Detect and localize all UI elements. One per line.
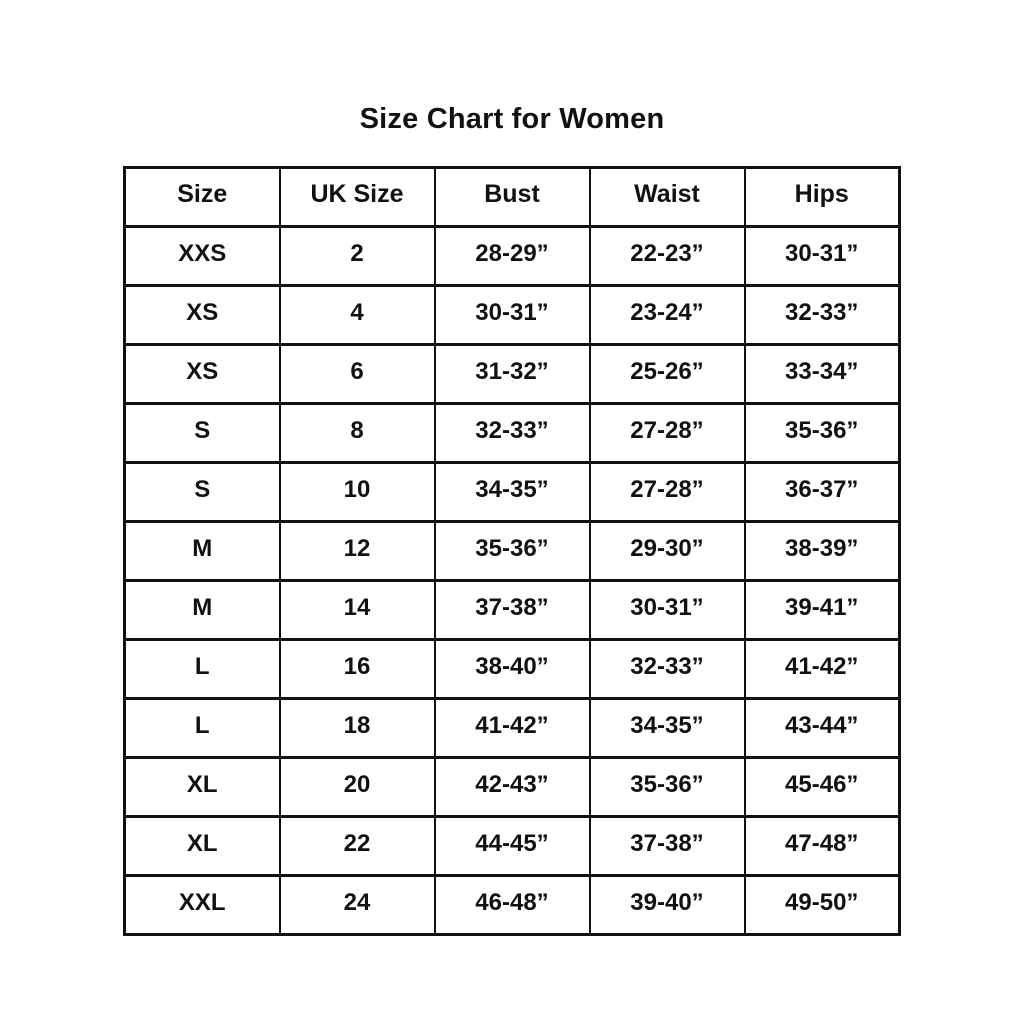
column-header-size: Size [125, 168, 280, 227]
column-header-uk-size: UK Size [280, 168, 435, 227]
table-cell: 41-42” [435, 699, 590, 758]
table-cell: 30-31” [435, 286, 590, 345]
table-cell: 22-23” [590, 227, 745, 286]
table-cell: 30-31” [745, 227, 900, 286]
column-header-hips: Hips [745, 168, 900, 227]
table-row [125, 817, 900, 876]
table-row [125, 699, 900, 758]
table-cell: 32-33” [590, 640, 745, 699]
page-title: Size Chart for Women [359, 103, 665, 135]
table-cell: L [125, 640, 280, 699]
table-cell: M [125, 581, 280, 640]
size-chart-table [123, 166, 901, 936]
table-cell: 27-28” [590, 404, 745, 463]
table-cell: S [125, 463, 280, 522]
table-cell: 41-42” [745, 640, 900, 699]
table-cell: 12 [280, 522, 435, 581]
table-cell: 32-33” [435, 404, 590, 463]
table-row [125, 522, 900, 581]
table-row [125, 227, 900, 286]
table-cell: 45-46” [745, 758, 900, 817]
table-cell: 35-36” [590, 758, 745, 817]
table-cell: 24 [280, 876, 435, 935]
table-cell: 39-41” [745, 581, 900, 640]
table-cell: 49-50” [745, 876, 900, 935]
table-cell: 34-35” [590, 699, 745, 758]
table-row [125, 286, 900, 345]
table-container [0, 166, 1024, 936]
table-row [125, 640, 900, 699]
table-cell: 27-28” [590, 463, 745, 522]
table-cell: XS [125, 345, 280, 404]
table-cell: M [125, 522, 280, 581]
table-cell: 23-24” [590, 286, 745, 345]
table-cell: 38-39” [745, 522, 900, 581]
table-cell: 30-31” [590, 581, 745, 640]
table-cell: 25-26” [590, 345, 745, 404]
table-cell: 18 [280, 699, 435, 758]
table-cell: 35-36” [435, 522, 590, 581]
table-cell: 29-30” [590, 522, 745, 581]
table-cell: L [125, 699, 280, 758]
table-cell: 47-48” [745, 817, 900, 876]
table-cell: 8 [280, 404, 435, 463]
table-cell: 36-37” [745, 463, 900, 522]
table-cell: 4 [280, 286, 435, 345]
table-cell: XXL [125, 876, 280, 935]
table-cell: XS [125, 286, 280, 345]
table-row [125, 876, 900, 935]
table-cell: XXS [125, 227, 280, 286]
table-cell: 46-48” [435, 876, 590, 935]
header-row [125, 168, 900, 227]
table-cell: 31-32” [435, 345, 590, 404]
table-cell: 20 [280, 758, 435, 817]
table-cell: 37-38” [590, 817, 745, 876]
table-cell: 6 [280, 345, 435, 404]
table-cell: 33-34” [745, 345, 900, 404]
table-cell: 22 [280, 817, 435, 876]
table-cell: 2 [280, 227, 435, 286]
table-row [125, 463, 900, 522]
size-table-body [125, 227, 900, 935]
table-cell: 16 [280, 640, 435, 699]
table-cell: 10 [280, 463, 435, 522]
table-cell: XL [125, 758, 280, 817]
table-cell: 44-45” [435, 817, 590, 876]
table-row [125, 758, 900, 817]
table-cell: 28-29” [435, 227, 590, 286]
column-header-waist: Waist [590, 168, 745, 227]
table-cell: 32-33” [745, 286, 900, 345]
table-header [125, 168, 900, 227]
table-cell: 14 [280, 581, 435, 640]
table-cell: 37-38” [435, 581, 590, 640]
table-cell: 38-40” [435, 640, 590, 699]
table-row [125, 404, 900, 463]
table-cell: 34-35” [435, 463, 590, 522]
column-header-bust: Bust [435, 168, 590, 227]
table-row [125, 581, 900, 640]
table-cell: 42-43” [435, 758, 590, 817]
table-row [125, 345, 900, 404]
table-cell: 39-40” [590, 876, 745, 935]
table-cell: 35-36” [745, 404, 900, 463]
table-cell: S [125, 404, 280, 463]
table-cell: XL [125, 817, 280, 876]
table-cell: 43-44” [745, 699, 900, 758]
